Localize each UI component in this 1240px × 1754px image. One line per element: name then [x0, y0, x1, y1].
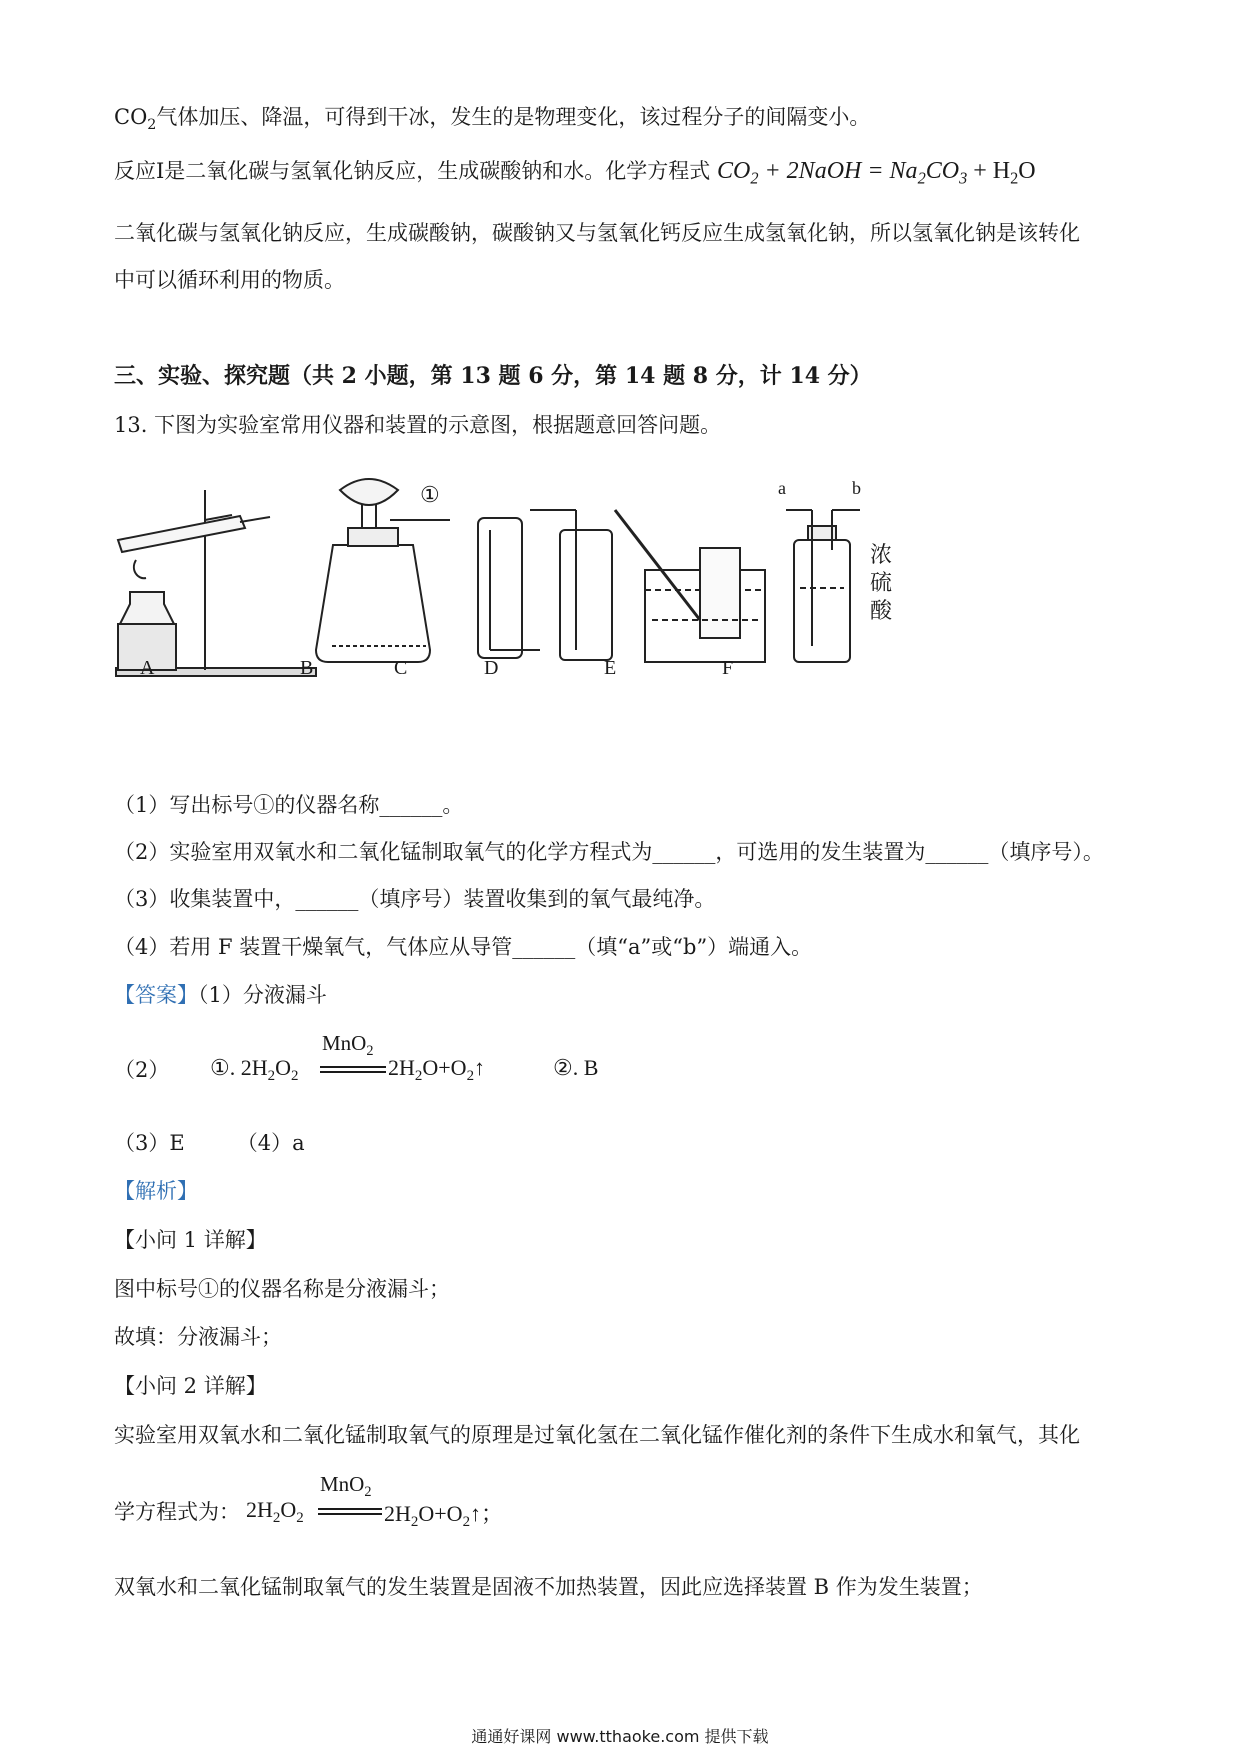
- question-4: （4）若用 F 装置干燥氧气，气体应从导管______（填“a”或“b”）端通入。: [114, 935, 813, 959]
- liquid-label-2: 硫: [870, 570, 893, 595]
- tube-label-b: b: [852, 478, 861, 498]
- answer-line1: [114, 980, 327, 1010]
- q13-intro: 13. 下图为实验室常用仪器和装置的示意图，根据题意回答问题。: [114, 413, 722, 437]
- answer-2-device: ②. B: [553, 1055, 599, 1080]
- label-d: D: [484, 657, 499, 679]
- answer-3-4-line: [114, 1128, 305, 1158]
- answer-1: （1）分液漏斗: [198, 983, 327, 1007]
- para3-line1: 二氧化碳与氢氧化钠反应，生成碳酸钠，碳酸钠又与氢氧化钙反应生成氢氧化钠，所以氢氧化钠是该转化: [114, 221, 1080, 245]
- para3-line2: 中可以循环利用的物质。: [114, 268, 345, 292]
- label-c: C: [394, 657, 408, 679]
- sub1-line2: 故填：分液漏斗；: [114, 1325, 282, 1349]
- para1-text: 气体加压、降温，可得到干冰，发生的是物理变化，该过程分子的间隔变小。: [156, 105, 871, 129]
- co2-formula: $CO_2$: [114, 105, 157, 133]
- tube-label-a: a: [778, 478, 786, 498]
- label-a: A: [140, 657, 155, 679]
- sub2-equation-left: $2H_2O_2$: [246, 1497, 304, 1527]
- sub2-line3: 双氧水和二氧化锰制取氧气的发生装置是固液不加热装置，因此应选择装置 B 作为发生装置；: [114, 1575, 983, 1599]
- sub1-title: 【小问 1 详解】: [114, 1228, 267, 1252]
- reaction-equation: $CO_2$ + 2NaOH = $Na_2CO_3 + H_2O$: [716, 158, 1036, 188]
- answer-2-prefix: （2）: [114, 1058, 170, 1082]
- liquid-label-3: 酸: [870, 598, 893, 623]
- sub2-condition: MnO$_2$: [320, 1472, 372, 1500]
- sub2-title: 【小问 2 详解】: [114, 1374, 267, 1398]
- question-2: （2）实验室用双氧水和二氧化锰制取氧气的化学方程式为______，可选用的发生装置为______（填序号）。: [114, 840, 1104, 864]
- question-3: （3）收集装置中，______（填序号）装置收集到的氧气最纯净。: [114, 887, 716, 911]
- answer-2-products: $2H_2O+O_2↑$: [388, 1055, 486, 1085]
- footer-source: 通通好课网 www.tthaoke.com 提供下载: [471, 1727, 769, 1746]
- apparatus-a-icon: [116, 490, 316, 676]
- apparatus-figure: [100, 470, 920, 765]
- apparatus-e-icon: [615, 510, 765, 662]
- answer-tag: 【答案】: [114, 983, 198, 1007]
- para2-line: [114, 156, 1036, 194]
- sub1-line1: 图中标号①的仪器名称是分液漏斗；: [114, 1277, 450, 1301]
- answer-2-condition: MnO$_2$: [322, 1031, 374, 1059]
- sub2-line2-prefix: 学方程式为：: [114, 1500, 240, 1524]
- sub2-reaction-sign: [318, 1508, 382, 1515]
- answer-4: （4）a: [236, 1131, 305, 1155]
- answer-2-reaction-sign: [320, 1066, 386, 1073]
- para2-text: 反应Ⅰ是二氧化碳与氢氧化钠反应，生成碳酸钠和水。化学方程式: [114, 159, 711, 183]
- analysis-tag: 【解析】: [114, 1179, 198, 1203]
- apparatus-d-icon: [530, 510, 612, 660]
- section-heading: 三、实验、探究题（共 2 小题，第 13 题 6 分，第 14 题 8 分，计 14 分）: [114, 363, 872, 389]
- answer-3: （3）E: [114, 1131, 185, 1155]
- answer-2-equation: ①. $2H_2O_2$: [210, 1055, 299, 1085]
- question-1: （1）写出标号①的仪器名称______。: [114, 793, 464, 817]
- label-f: F: [722, 657, 734, 679]
- sub2-equation-right: $2H_2O+O_2↑$；: [384, 1501, 504, 1531]
- apparatus-c-icon: [478, 518, 540, 658]
- label-e: E: [604, 657, 617, 679]
- apparatus-f-icon: [786, 510, 860, 662]
- marker-label: ①: [420, 482, 440, 507]
- sub2-line1: 实验室用双氧水和二氧化锰制取氧气的原理是过氧化氢在二氧化锰作催化剂的条件下生成水和氧气，其化: [114, 1423, 1080, 1447]
- label-b: B: [300, 657, 314, 679]
- para1-line: [114, 102, 870, 140]
- liquid-label-1: 浓: [870, 542, 893, 567]
